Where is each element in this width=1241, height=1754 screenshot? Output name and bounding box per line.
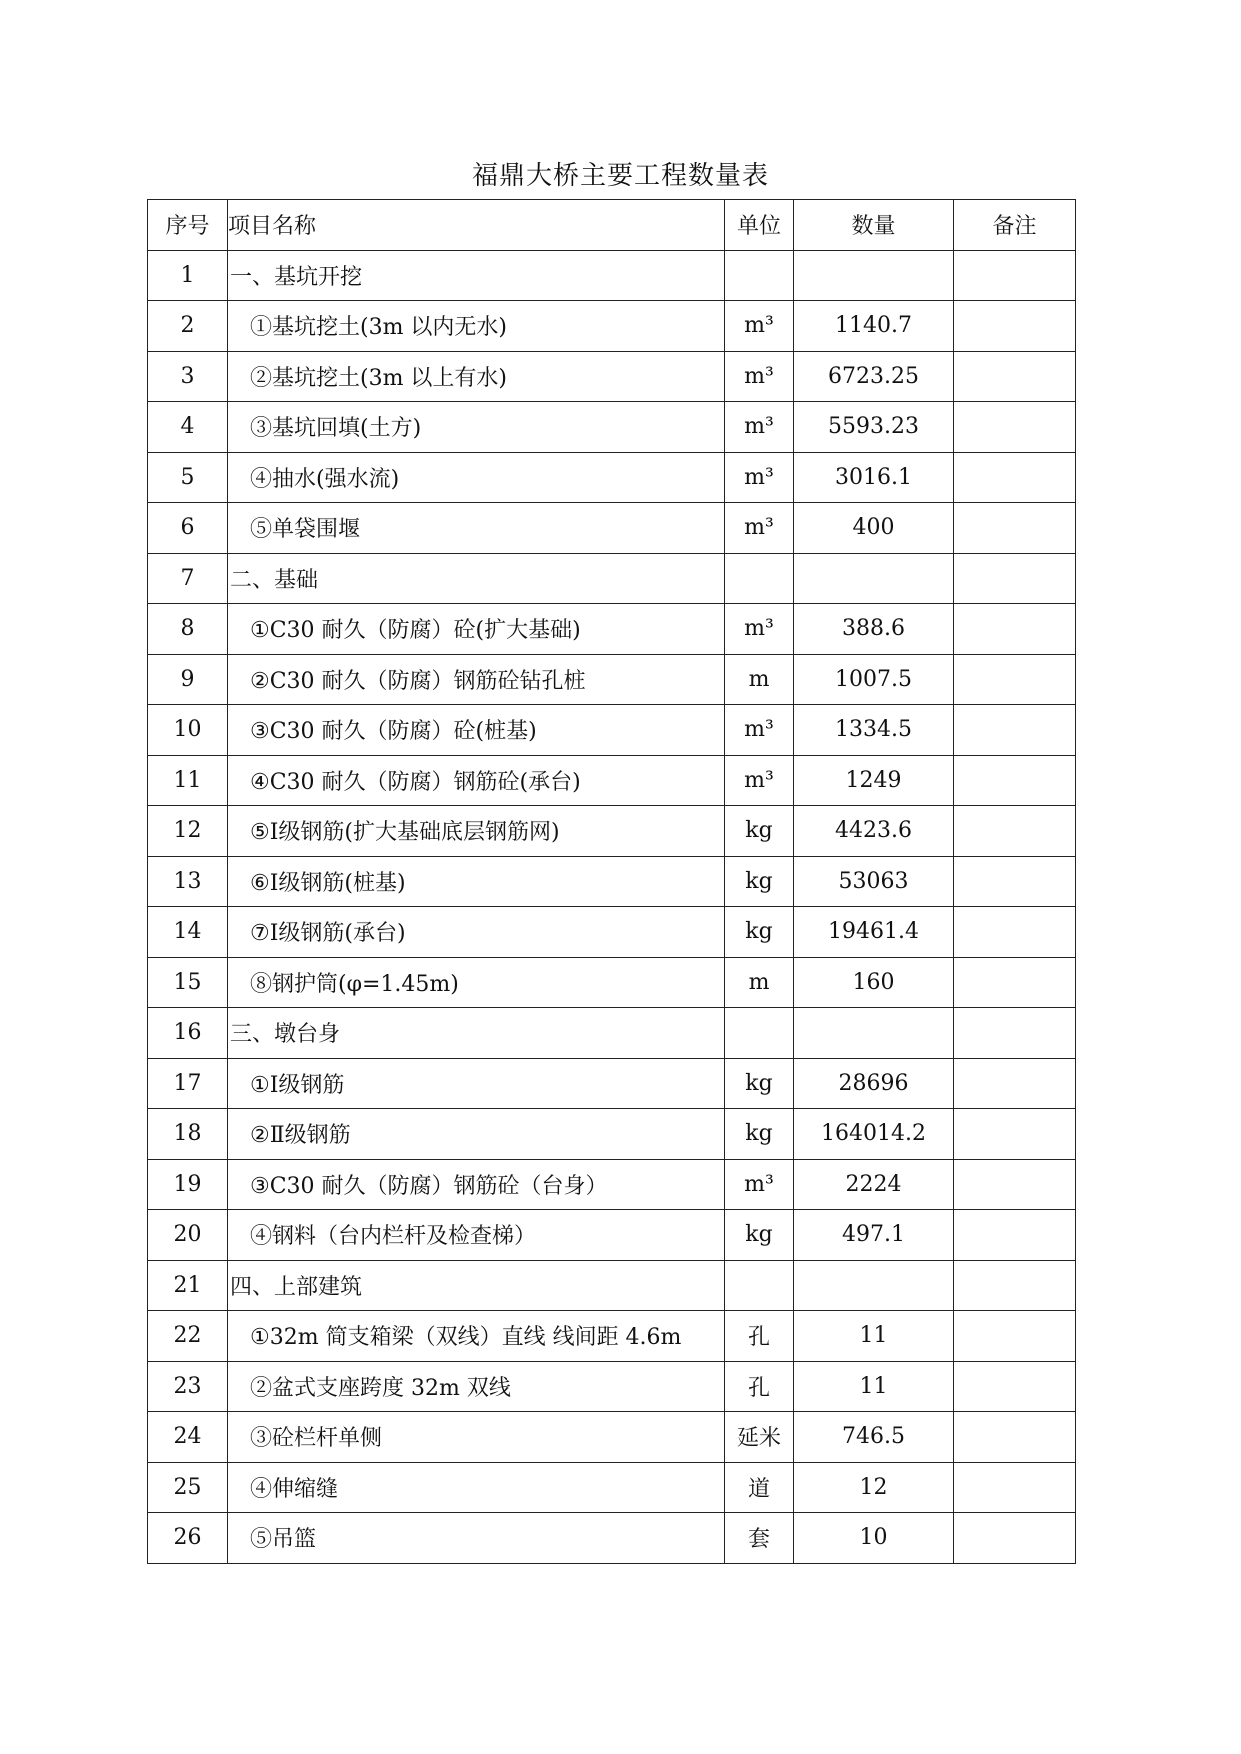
table-body bbox=[148, 250, 1076, 1563]
cell-name: ③基坑回填(土方) bbox=[228, 402, 725, 453]
cell-no: 19 bbox=[148, 1159, 228, 1210]
table-row bbox=[148, 1311, 1076, 1362]
cell-no: 11 bbox=[148, 755, 228, 806]
cell-note bbox=[954, 503, 1076, 554]
cell-no: 21 bbox=[148, 1260, 228, 1311]
cell-quantity: 1007.5 bbox=[794, 654, 954, 705]
table-row bbox=[148, 250, 1076, 301]
table-row bbox=[148, 755, 1076, 806]
cell-unit bbox=[725, 250, 794, 301]
table-row bbox=[148, 806, 1076, 857]
table-row bbox=[148, 1159, 1076, 1210]
cell-no: 10 bbox=[148, 705, 228, 756]
cell-no: 20 bbox=[148, 1210, 228, 1261]
table-row bbox=[148, 553, 1076, 604]
cell-note bbox=[954, 907, 1076, 958]
cell-note bbox=[954, 705, 1076, 756]
table-row bbox=[148, 1008, 1076, 1059]
table-row bbox=[148, 1260, 1076, 1311]
table-row bbox=[148, 1462, 1076, 1513]
cell-unit bbox=[725, 1008, 794, 1059]
cell-quantity: 28696 bbox=[794, 1058, 954, 1109]
cell-note bbox=[954, 1058, 1076, 1109]
cell-unit bbox=[725, 1260, 794, 1311]
cell-quantity bbox=[794, 250, 954, 301]
cell-no: 16 bbox=[148, 1008, 228, 1059]
cell-unit: 孔 bbox=[725, 1311, 794, 1362]
table-row bbox=[148, 654, 1076, 705]
cell-unit: kg bbox=[725, 1210, 794, 1261]
cell-name: ⑥Ⅰ级钢筋(桩基) bbox=[228, 856, 725, 907]
cell-no: 15 bbox=[148, 957, 228, 1008]
cell-name: ⑤Ⅰ级钢筋(扩大基础底层钢筋网) bbox=[228, 806, 725, 857]
cell-name: ⑧钢护筒(φ=1.45m) bbox=[228, 957, 725, 1008]
cell-quantity: 10 bbox=[794, 1513, 954, 1564]
cell-no: 12 bbox=[148, 806, 228, 857]
cell-unit: m bbox=[725, 957, 794, 1008]
table-row bbox=[148, 1361, 1076, 1412]
table-header-row bbox=[148, 200, 1076, 251]
cell-unit: m³ bbox=[725, 452, 794, 503]
cell-unit: 延米 bbox=[725, 1412, 794, 1463]
cell-quantity: 160 bbox=[794, 957, 954, 1008]
cell-quantity: 3016.1 bbox=[794, 452, 954, 503]
table-row bbox=[148, 503, 1076, 554]
cell-note bbox=[954, 1008, 1076, 1059]
cell-note bbox=[954, 1260, 1076, 1311]
cell-note bbox=[954, 1361, 1076, 1412]
cell-note bbox=[954, 1159, 1076, 1210]
cell-unit: m³ bbox=[725, 604, 794, 655]
table-row bbox=[148, 1058, 1076, 1109]
cell-unit: 孔 bbox=[725, 1361, 794, 1412]
cell-unit: m³ bbox=[725, 503, 794, 554]
cell-unit: kg bbox=[725, 907, 794, 958]
cell-name: ②C30 耐久（防腐）钢筋砼钻孔桩 bbox=[228, 654, 725, 705]
table-row bbox=[148, 452, 1076, 503]
cell-note bbox=[954, 250, 1076, 301]
table-row bbox=[148, 856, 1076, 907]
cell-quantity: 4423.6 bbox=[794, 806, 954, 857]
cell-unit: m³ bbox=[725, 301, 794, 352]
quantity-table bbox=[147, 199, 1076, 1564]
cell-quantity: 746.5 bbox=[794, 1412, 954, 1463]
cell-unit: m³ bbox=[725, 755, 794, 806]
cell-quantity bbox=[794, 1260, 954, 1311]
cell-quantity: 1334.5 bbox=[794, 705, 954, 756]
cell-name: ⑤吊篮 bbox=[228, 1513, 725, 1564]
cell-quantity: 11 bbox=[794, 1311, 954, 1362]
cell-quantity: 164014.2 bbox=[794, 1109, 954, 1160]
cell-quantity: 19461.4 bbox=[794, 907, 954, 958]
cell-no: 8 bbox=[148, 604, 228, 655]
cell-name: ①C30 耐久（防腐）砼(扩大基础) bbox=[228, 604, 725, 655]
cell-note bbox=[954, 1462, 1076, 1513]
cell-name: ⑦Ⅰ级钢筋(承台) bbox=[228, 907, 725, 958]
cell-unit: kg bbox=[725, 1109, 794, 1160]
cell-no: 22 bbox=[148, 1311, 228, 1362]
table-row bbox=[148, 705, 1076, 756]
cell-name: ③砼栏杆单侧 bbox=[228, 1412, 725, 1463]
cell-quantity bbox=[794, 1008, 954, 1059]
cell-name: ④伸缩缝 bbox=[228, 1462, 725, 1513]
cell-no: 17 bbox=[148, 1058, 228, 1109]
cell-name: ①基坑挖土(3m 以内无水) bbox=[228, 301, 725, 352]
cell-no: 13 bbox=[148, 856, 228, 907]
cell-name: ④C30 耐久（防腐）钢筋砼(承台) bbox=[228, 755, 725, 806]
cell-name: ②Ⅱ级钢筋 bbox=[228, 1109, 725, 1160]
cell-no: 5 bbox=[148, 452, 228, 503]
table-row bbox=[148, 604, 1076, 655]
cell-no: 25 bbox=[148, 1462, 228, 1513]
cell-no: 24 bbox=[148, 1412, 228, 1463]
cell-quantity: 1249 bbox=[794, 755, 954, 806]
cell-note bbox=[954, 351, 1076, 402]
cell-note bbox=[954, 755, 1076, 806]
cell-unit: 套 bbox=[725, 1513, 794, 1564]
cell-note bbox=[954, 452, 1076, 503]
cell-name: ③C30 耐久（防腐）砼(桩基) bbox=[228, 705, 725, 756]
cell-no: 14 bbox=[148, 907, 228, 958]
cell-name: ①32m 简支箱梁（双线）直线 线间距 4.6m bbox=[228, 1311, 725, 1362]
cell-unit: m³ bbox=[725, 351, 794, 402]
cell-note bbox=[954, 1109, 1076, 1160]
cell-quantity: 12 bbox=[794, 1462, 954, 1513]
cell-no: 26 bbox=[148, 1513, 228, 1564]
cell-name: ④抽水(强水流) bbox=[228, 452, 725, 503]
cell-no: 3 bbox=[148, 351, 228, 402]
table-row bbox=[148, 1412, 1076, 1463]
table-row bbox=[148, 1109, 1076, 1160]
cell-note bbox=[954, 1412, 1076, 1463]
cell-name: ②基坑挖土(3m 以上有水) bbox=[228, 351, 725, 402]
cell-name: 四、上部建筑 bbox=[228, 1260, 725, 1311]
cell-note bbox=[954, 856, 1076, 907]
cell-quantity: 11 bbox=[794, 1361, 954, 1412]
cell-note bbox=[954, 654, 1076, 705]
cell-name: ④钢料（台内栏杆及检查梯） bbox=[228, 1210, 725, 1261]
header-name: 项目名称 bbox=[228, 200, 725, 251]
header-no: 序号 bbox=[148, 200, 228, 251]
cell-quantity: 5593.23 bbox=[794, 402, 954, 453]
cell-name: ⑤单袋围堰 bbox=[228, 503, 725, 554]
cell-name: 三、墩台身 bbox=[228, 1008, 725, 1059]
cell-quantity bbox=[794, 553, 954, 604]
cell-name: ③C30 耐久（防腐）钢筋砼（台身） bbox=[228, 1159, 725, 1210]
table-row bbox=[148, 1513, 1076, 1564]
cell-no: 7 bbox=[148, 553, 228, 604]
table-row bbox=[148, 351, 1076, 402]
cell-name: 二、基础 bbox=[228, 553, 725, 604]
cell-unit: m³ bbox=[725, 705, 794, 756]
cell-no: 1 bbox=[148, 250, 228, 301]
cell-quantity: 6723.25 bbox=[794, 351, 954, 402]
cell-note bbox=[954, 1210, 1076, 1261]
header-quantity: 数量 bbox=[794, 200, 954, 251]
cell-unit: kg bbox=[725, 1058, 794, 1109]
cell-quantity: 1140.7 bbox=[794, 301, 954, 352]
cell-quantity: 53063 bbox=[794, 856, 954, 907]
cell-no: 2 bbox=[148, 301, 228, 352]
table-row bbox=[148, 907, 1076, 958]
cell-note bbox=[954, 1311, 1076, 1362]
cell-note bbox=[954, 1513, 1076, 1564]
cell-note bbox=[954, 604, 1076, 655]
cell-note bbox=[954, 402, 1076, 453]
header-unit: 单位 bbox=[725, 200, 794, 251]
cell-quantity: 388.6 bbox=[794, 604, 954, 655]
cell-no: 6 bbox=[148, 503, 228, 554]
document-title: 福鼎大桥主要工程数量表 bbox=[471, 161, 769, 191]
cell-note bbox=[954, 806, 1076, 857]
cell-unit: kg bbox=[725, 856, 794, 907]
cell-quantity: 497.1 bbox=[794, 1210, 954, 1261]
cell-unit: 道 bbox=[725, 1462, 794, 1513]
cell-note bbox=[954, 301, 1076, 352]
cell-note bbox=[954, 553, 1076, 604]
cell-quantity: 2224 bbox=[794, 1159, 954, 1210]
cell-no: 9 bbox=[148, 654, 228, 705]
table-row bbox=[148, 301, 1076, 352]
table-row bbox=[148, 957, 1076, 1008]
cell-no: 23 bbox=[148, 1361, 228, 1412]
cell-unit: kg bbox=[725, 806, 794, 857]
cell-unit: m³ bbox=[725, 402, 794, 453]
cell-name: 一、基坑开挖 bbox=[228, 250, 725, 301]
cell-no: 4 bbox=[148, 402, 228, 453]
cell-unit: m³ bbox=[725, 1159, 794, 1210]
table-row bbox=[148, 1210, 1076, 1261]
cell-name: ②盆式支座跨度 32m 双线 bbox=[228, 1361, 725, 1412]
cell-name: ①Ⅰ级钢筋 bbox=[228, 1058, 725, 1109]
cell-quantity: 400 bbox=[794, 503, 954, 554]
cell-unit: m bbox=[725, 654, 794, 705]
cell-no: 18 bbox=[148, 1109, 228, 1160]
cell-note bbox=[954, 957, 1076, 1008]
table-row bbox=[148, 402, 1076, 453]
cell-unit bbox=[725, 553, 794, 604]
header-note: 备注 bbox=[954, 200, 1076, 251]
